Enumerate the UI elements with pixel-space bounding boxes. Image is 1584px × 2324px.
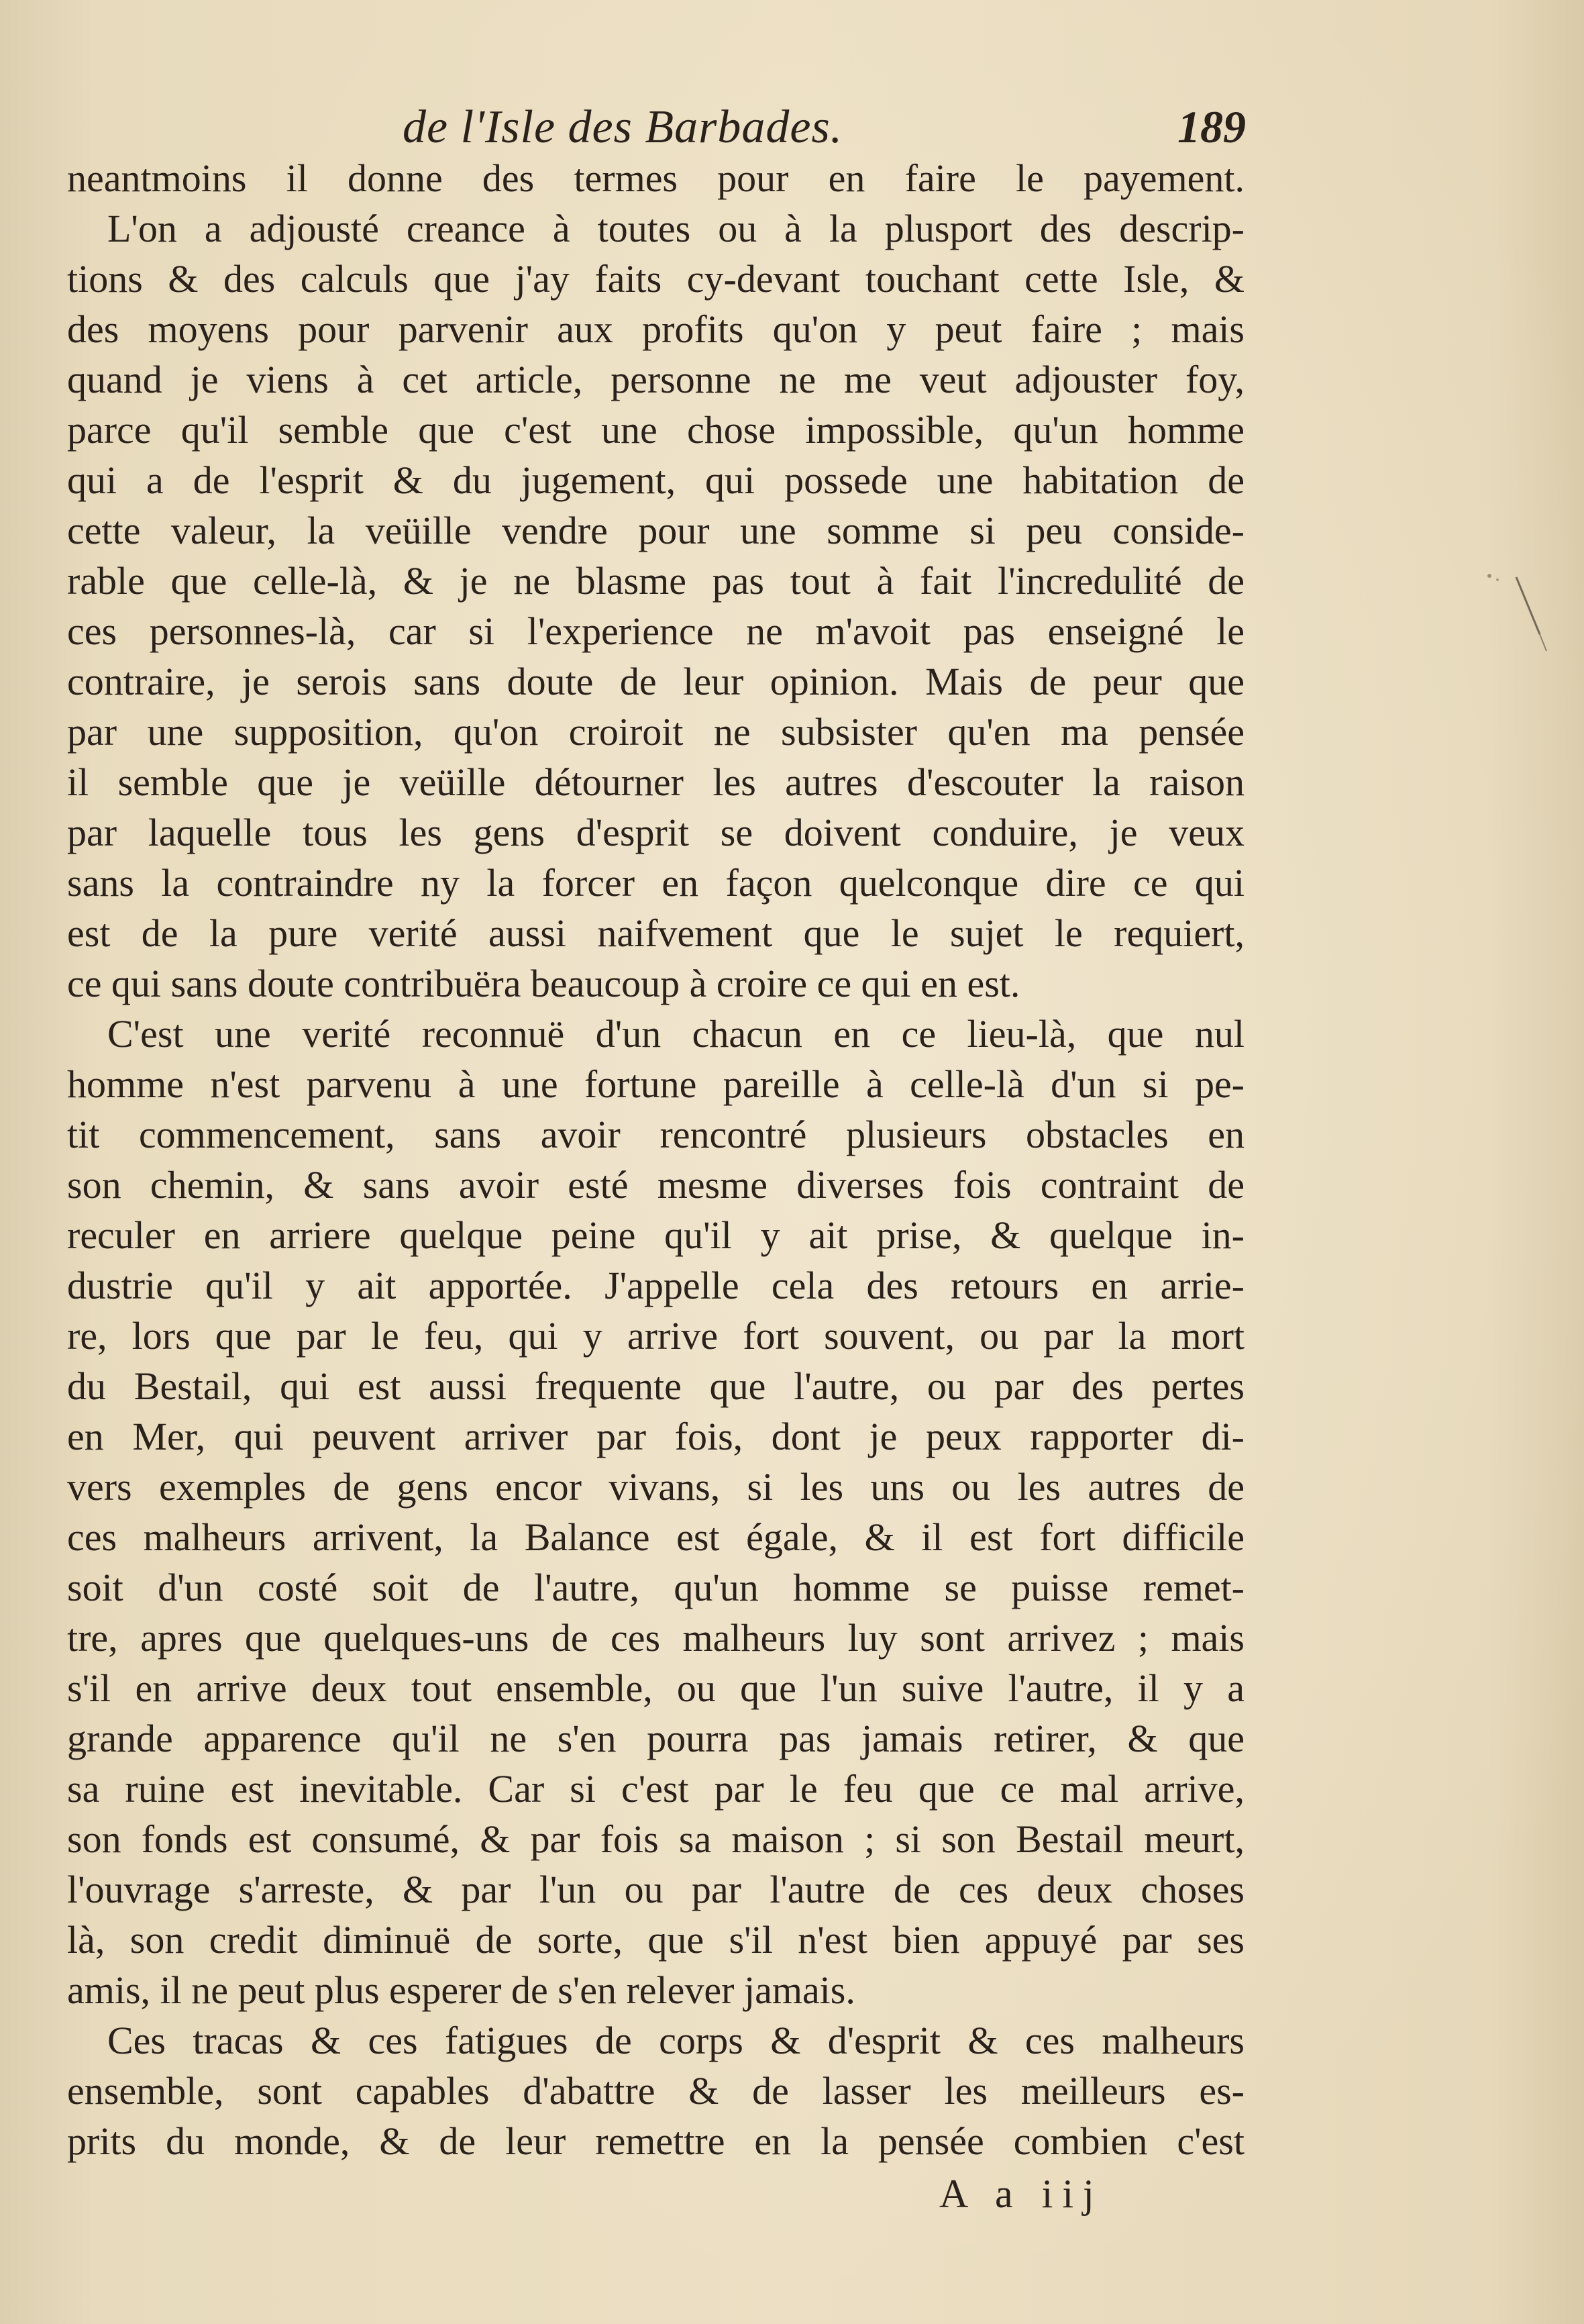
text-line: en Mer, qui peuvent arriver par fois, dont je peux rapporter di-	[67, 1415, 1245, 1458]
text-line: rable que celle-là, & je ne blasme pas tout à fait l'incredulité de	[67, 559, 1245, 603]
text-line: sa ruine est inevitable. Car si c'est par le feu que ce mal arrive,	[67, 1767, 1245, 1811]
text-line: par laquelle tous les gens d'esprit se doivent conduire, je veux	[67, 811, 1245, 854]
text-line: homme n'est parvenu à une fortune pareille à celle-là d'un si pe-	[67, 1062, 1245, 1106]
text-line: reculer en arriere quelque peine qu'il y ait prise, & quelque in-	[67, 1213, 1245, 1257]
text-line: l'ouvrage s'arreste, & par l'un ou par l'autre de ces deux choses	[67, 1868, 1245, 1911]
text-line: cette valeur, la veüille vendre pour une somme si peu conside-	[67, 509, 1245, 552]
text-line: amis, il ne peut plus esperer de s'en relever jamais.	[67, 1968, 855, 2012]
signature-mark: A a iij	[939, 2172, 1104, 2216]
text-line: tre, apres que quelques-uns de ces malheurs luy sont arrivez ; mais	[67, 1616, 1245, 1660]
text-line: ce qui sans doute contribuëra beaucoup à croire ce qui en est.	[67, 962, 1020, 1005]
text-line: tions & des calculs que j'ay faits cy-devant touchant cette Isle, &	[67, 257, 1245, 301]
text-line: là, son credit diminuë de sorte, que s'il n'est bien appuyé par ses	[67, 1918, 1245, 1962]
text-line: ces malheurs arrivent, la Balance est égale, & il est fort difficile	[67, 1515, 1245, 1559]
text-line: son fonds est consumé, & par fois sa maison ; si son Bestail meurt,	[67, 1817, 1245, 1861]
text-line: son chemin, & sans avoir esté mesme diverses fois contraint de	[67, 1163, 1245, 1207]
text-line: s'il en arrive deux tout ensemble, ou que l'un suive l'autre, il y a	[67, 1666, 1245, 1710]
text-line: dustrie qu'il y ait apportée. J'appelle cela des retours en arrie-	[67, 1264, 1245, 1307]
text-line: sans la contraindre ny la forcer en façon quelconque dire ce qui	[67, 861, 1245, 905]
text-line: du Bestail, qui est aussi frequente que l'autre, ou par des pertes	[67, 1364, 1245, 1408]
text-line: Ces tracas & ces fatigues de corps & d'esprit & ces malheurs	[107, 2019, 1245, 2062]
text-line: neantmoins il donne des termes pour en faire le payement.	[67, 156, 1245, 200]
text-line: C'est une verité reconnuë d'un chacun en ce lieu-là, que nul	[107, 1012, 1245, 1056]
text-line: re, lors que par le feu, qui y arrive fort souvent, ou par la mort	[67, 1314, 1245, 1358]
text-line: soit d'un costé soit de l'autre, qu'un homme se puisse remet-	[67, 1566, 1245, 1609]
text-line: ensemble, sont capables d'abattre & de lasser les meilleurs es-	[67, 2069, 1245, 2113]
text-line: vers exemples de gens encor vivans, si les uns ou les autres de	[67, 1465, 1245, 1509]
text-line: contraire, je serois sans doute de leur opinion. Mais de peur que	[67, 660, 1245, 703]
text-line: parce qu'il semble que c'est une chose impossible, qu'un homme	[67, 408, 1245, 452]
text-line: ces personnes-là, car si l'experience ne m'avoit pas enseigné le	[67, 609, 1245, 653]
text-line: grande apparence qu'il ne s'en pourra pas jamais retirer, & que	[67, 1717, 1245, 1760]
running-title: de l'Isle des Barbades.	[403, 101, 843, 153]
text-line: par une supposition, qu'on croiroit ne subsister qu'en ma pensée	[67, 710, 1245, 754]
text-line: quand je viens à cet article, personne ne me veut adjouster foy,	[67, 358, 1245, 401]
body-text	[67, 153, 1245, 2166]
text-line: prits du monde, & de leur remettre en la pensée combien c'est	[67, 2119, 1245, 2163]
margin-scratch-icon	[1476, 570, 1570, 691]
page-number: 189	[1177, 101, 1246, 152]
text-line: des moyens pour parvenir aux profits qu'on y peut faire ; mais	[67, 307, 1245, 351]
running-head	[0, 101, 1584, 161]
text-line: L'on a adjousté creance à toutes ou à la plusport des descrip-	[107, 207, 1245, 250]
text-line: il semble que je veüille détourner les autres d'escouter la raison	[67, 760, 1245, 804]
text-line: est de la pure verité aussi naifvement que le sujet le requiert,	[67, 911, 1245, 955]
text-line: qui a de l'esprit & du jugement, qui possede une habitation de	[67, 458, 1245, 502]
text-line: tit commencement, sans avoir rencontré plusieurs obstacles en	[67, 1113, 1245, 1156]
